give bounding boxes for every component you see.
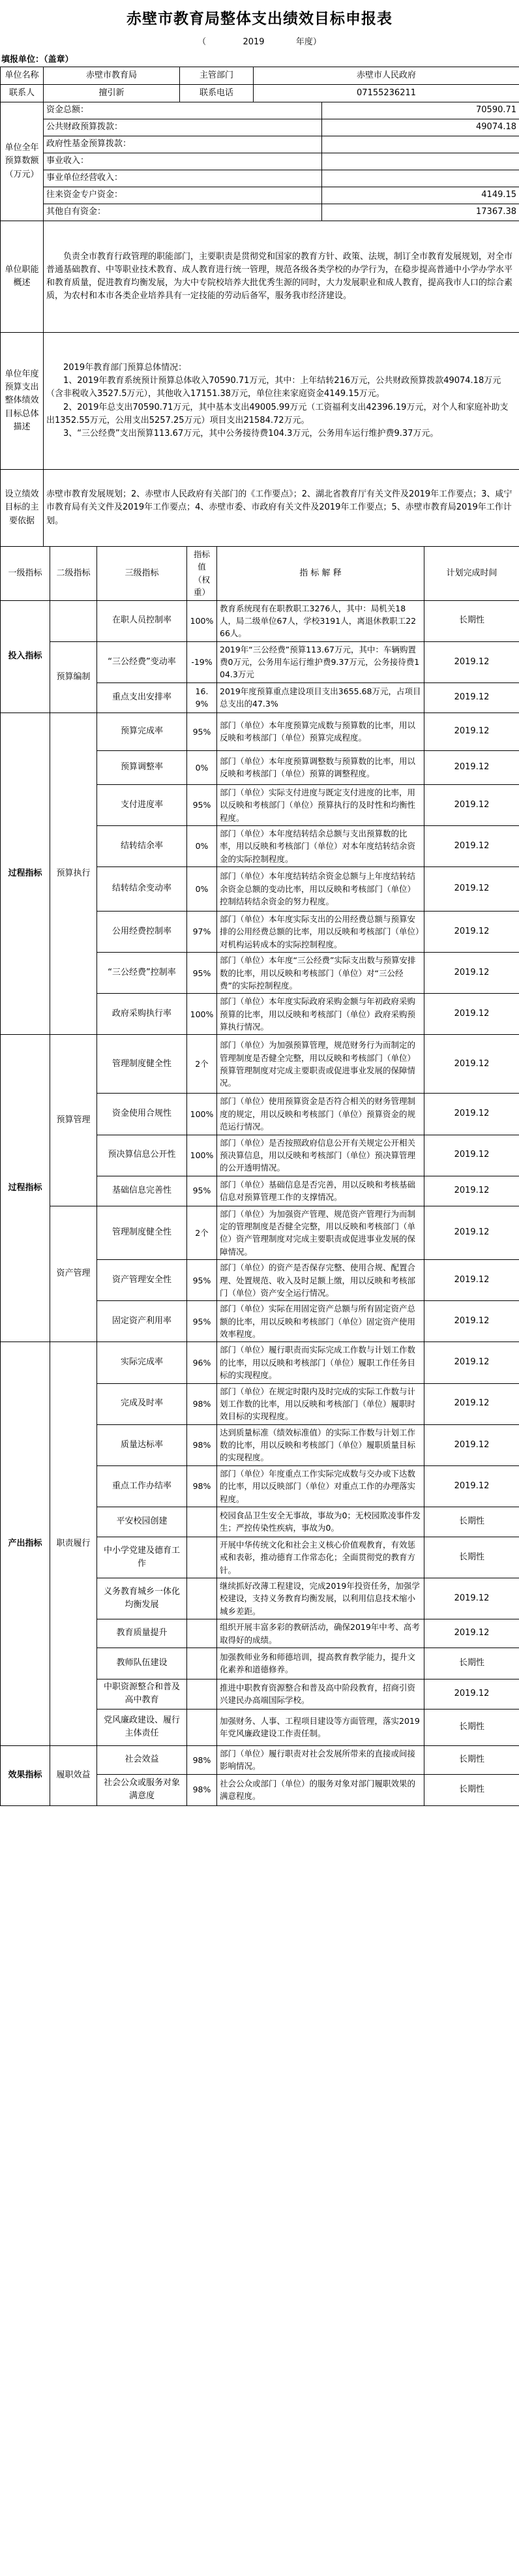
desc-line: 2、2019年总支出70590.71万元，其中基本支出49005.99万元（工资福利支出42396.19万元，对个人和家庭补助支出1352.55万元，公用支出5257.25万元）项目支出21584.72万元。 bbox=[46, 402, 509, 425]
header-level1: 一级指标 bbox=[1, 547, 50, 601]
indicator-value: 96% bbox=[187, 1342, 217, 1383]
indicator-time: 2019.12 bbox=[424, 1260, 519, 1301]
budget-row-name: 往来资金专户资金： bbox=[44, 187, 322, 204]
budget-row-name: 其他自有资金： bbox=[44, 204, 322, 221]
indicator-explanation: 部门（单位）履行职责对社会发展所带来的直接或间接影响情况。 bbox=[217, 1745, 424, 1774]
indicator-time: 2019.12 bbox=[424, 1383, 519, 1424]
form-table bbox=[0, 67, 519, 547]
duty-label: 单位职能概述 bbox=[1, 221, 44, 333]
indicator-row bbox=[1, 1342, 519, 1383]
indicator-value: 95% bbox=[187, 953, 217, 994]
unit-name-label: 单位名称 bbox=[1, 67, 44, 85]
indicator-time: 2019.12 bbox=[424, 867, 519, 912]
indicator-time: 2019.12 bbox=[424, 784, 519, 825]
indicator-explanation: 部门（单位）本年度实际支出的公用经费总额与预算安排的公用经费总额的比率，用以反映和考核部门（单位）对机构运转成本的实际控制程度。 bbox=[217, 912, 424, 953]
indicator-explanation: 推进中职教育资源整合和普及高中阶段教育，招商引资兴建民办高端国际学校。 bbox=[217, 1679, 424, 1709]
indicator-explanation: 继续抓好改薄工程建设，完成2019年投资任务，加强学校建设，支持义务教育均衡发展，以利用信息技术缩小城乡差距。 bbox=[217, 1578, 424, 1619]
indicator-level3: 党风廉政建设、履行主体责任 bbox=[97, 1709, 187, 1745]
indicator-value: 0% bbox=[187, 750, 217, 784]
indicator-explanation: 达到质量标准（绩效标准值）的实际工作数与计划工作数的比率，用以反映和考核部门（单位）履职质量目标的实现程度。 bbox=[217, 1424, 424, 1465]
indicator-level3: “三公经费”控制率 bbox=[97, 953, 187, 994]
indicator-time: 2019.12 bbox=[424, 825, 519, 866]
indicator-level3: 公用经费控制率 bbox=[97, 912, 187, 953]
unit-name-value: 赤壁市教育局 bbox=[44, 67, 180, 85]
indicator-value: -19% bbox=[187, 641, 217, 682]
indicator-time: 2019.12 bbox=[424, 1465, 519, 1507]
level2-budget-exec: 预算执行 bbox=[50, 713, 97, 1035]
level1-process: 过程指标 bbox=[1, 713, 50, 1035]
indicator-table bbox=[0, 546, 519, 1806]
indicator-value bbox=[187, 1709, 217, 1745]
contact-value: 擅引新 bbox=[44, 85, 180, 102]
level2-budget-mgmt: 预算管理 bbox=[50, 1035, 97, 1206]
indicator-level3: 管理制度健全性 bbox=[97, 1035, 187, 1094]
indicator-value: 95% bbox=[187, 784, 217, 825]
duty-text: 负责全市教育行政管理的职能部门，主要职责是贯彻党和国家的教育方针、政策、法规，制订全市教育发展规划，对全市普通基础教育、中等职业技术教育、成人教育进行统一管理，规范各级各类学校的办学行为，在稳步提高普通中小学办学水平和教育质量，促进教育均衡发展，为大中专院校培养大批优秀生源的同时，大力发展职业和成人教育，提高我市人口的综合素质，为农村和本市各类企业培养具有一定技能的劳动后备军，服务我市经济建设。 bbox=[44, 221, 519, 333]
indicator-value: 98% bbox=[187, 1745, 217, 1774]
contact-label: 联系人 bbox=[1, 85, 44, 102]
indicator-explanation: 部门（单位）本年度结转结余总额与支出预算数的比率，用以反映和考核部门（单位）对本年度结转结余资金的实际控制程度。 bbox=[217, 825, 424, 866]
indicator-explanation: 部门（单位）实际支付进度与既定支付进度的比率，用以反映和考核部门（单位）预算执行的及时性和均衡性程度。 bbox=[217, 784, 424, 825]
indicator-value: 100% bbox=[187, 1094, 217, 1135]
indicator-explanation: 部门（单位）本年度实际政府采购金额与年初政府采购预算的比率，用以反映和考核部门（单位）政府采购预算执行情况。 bbox=[217, 994, 424, 1035]
indicator-level3: 教育质量提升 bbox=[97, 1619, 187, 1648]
indicator-level3: 实际完成率 bbox=[97, 1342, 187, 1383]
indicator-explanation: 部门（单位）的资产是否保存完整、使用合规、配置合理、处置规范、收入及时足额上缴，用以反映和考核部门（单位）资产安全运行情况。 bbox=[217, 1260, 424, 1301]
level2-benefit: 履职效益 bbox=[50, 1745, 97, 1805]
indicator-value: 95% bbox=[187, 713, 217, 750]
header-value: 指标值（权重） bbox=[187, 547, 217, 601]
dept-label: 主管部门 bbox=[180, 67, 254, 85]
level1-input: 投入指标 bbox=[1, 600, 50, 713]
indicator-level3: 管理制度健全性 bbox=[97, 1206, 187, 1260]
indicator-value bbox=[187, 1679, 217, 1709]
indicator-value: 97% bbox=[187, 912, 217, 953]
indicator-level3: 教师队伍建设 bbox=[97, 1648, 187, 1679]
indicator-explanation: 部门（单位）为加强资产管理、规范资产管理行为而制定的管理制度是否健全完整，用以反映和考核部门（单位）资产管理制度对完成主要职责或促进事业发展的保障情况。 bbox=[217, 1206, 424, 1260]
indicator-value: 0% bbox=[187, 825, 217, 866]
indicator-time: 长期性 bbox=[424, 1709, 519, 1745]
indicator-explanation: 部门（单位）是否按照政府信息公开有关规定公开相关预决算信息，用以反映和考核部门（单位）预决算管理的公开透明情况。 bbox=[217, 1135, 424, 1176]
indicator-time: 长期性 bbox=[424, 600, 519, 641]
budget-row-name: 事业收入： bbox=[44, 153, 322, 170]
indicator-value: 98% bbox=[187, 1424, 217, 1465]
indicator-time: 2019.12 bbox=[424, 1619, 519, 1648]
indicator-level3: 社会效益 bbox=[97, 1745, 187, 1774]
indicator-level3: 基础信息完善性 bbox=[97, 1176, 187, 1206]
level1-process: 过程指标 bbox=[1, 1035, 50, 1342]
indicator-value bbox=[187, 1578, 217, 1619]
indicator-time: 2019.12 bbox=[424, 1342, 519, 1383]
header-level3: 三级指标 bbox=[97, 547, 187, 601]
basis-text: 赤壁市教育发展规划；2、赤壁市人民政府有关部门的《工作要点》；2、湖北省教育厅有关文件及2019年工作要点；3、咸宁市教育局有关文件及2019年工作要点；4、赤壁市委、市政府有关文件及2019年工作要点；5、赤壁市教育局2019年工作计划。 bbox=[44, 470, 519, 547]
indicator-time: 长期性 bbox=[424, 1537, 519, 1578]
indicator-explanation: 部门（单位）履行职责而实际完成工作数与计划工作数的比率，用以反映和考核部门（单位）履职工作任务目标的实现程度。 bbox=[217, 1342, 424, 1383]
dept-value: 赤壁市人民政府 bbox=[254, 67, 519, 85]
indicator-value: 100% bbox=[187, 1135, 217, 1176]
indicator-level3: 预算完成率 bbox=[97, 713, 187, 750]
indicator-value: 100% bbox=[187, 600, 217, 641]
level2-duty: 职责履行 bbox=[50, 1342, 97, 1746]
indicator-time: 2019.12 bbox=[424, 1578, 519, 1619]
desc-line: 1、2019年教育系统预计预算总体收入70590.71万元，其中：上年结转216万元，公共财政预算拨款49074.18万元（含非税收入3527.5万元），其他收入17151.38万元，单位往来家庭资金4149.15万元。 bbox=[46, 376, 501, 399]
budget-row-value: 17367.38 bbox=[322, 204, 519, 221]
budget-row-value bbox=[322, 153, 519, 170]
indicator-explanation: 部门（单位）为加强预算管理，规范财务行为而制定的管理制度是否健全完整，用以反映和考核部门（单位）预算管理制度对完成主要职责或促进事业发展的保障情况。 bbox=[217, 1035, 424, 1094]
indicator-level3: 政府采购执行率 bbox=[97, 994, 187, 1035]
budget-row-name: 政府性基金预算拨款： bbox=[44, 136, 322, 153]
indicator-value: 98% bbox=[187, 1465, 217, 1507]
budget-row-value: 49074.18 bbox=[322, 119, 519, 136]
indicator-explanation: 加强教师业务和师德培训，提高教育教学能力，提升文化素养和道德修养。 bbox=[217, 1648, 424, 1679]
indicator-time: 2019.12 bbox=[424, 1135, 519, 1176]
indicator-level3: 支付进度率 bbox=[97, 784, 187, 825]
indicator-time: 2019.12 bbox=[424, 682, 519, 713]
indicator-level3: 义务教育城乡一体化均衡发展 bbox=[97, 1578, 187, 1619]
year-value: 2019 bbox=[243, 37, 265, 47]
budget-row-value bbox=[322, 170, 519, 187]
indicator-explanation: 加强财务、人事、工程项目建设等方面管理，落实2019年党风廉政建设工作责任制。 bbox=[217, 1709, 424, 1745]
level1-output: 产出指标 bbox=[1, 1342, 50, 1746]
desc-label: 单位年度预算支出整体绩效目标总体描述 bbox=[1, 333, 44, 470]
indicator-level3: “三公经费”变动率 bbox=[97, 641, 187, 682]
indicator-level3: 重点工作办结率 bbox=[97, 1465, 187, 1507]
header-level2: 二级指标 bbox=[50, 547, 97, 601]
indicator-value bbox=[187, 1648, 217, 1679]
indicator-row bbox=[1, 1035, 519, 1094]
level1-effect: 效果指标 bbox=[1, 1745, 50, 1805]
indicator-value: 95% bbox=[187, 1176, 217, 1206]
indicator-explanation: 2019年“三公经费”预算113.67万元，其中：车辆购置费0万元，公务用车运行维护费9.37万元，公务接待费104.3万元 bbox=[217, 641, 424, 682]
indicator-value: 98% bbox=[187, 1383, 217, 1424]
budget-row-value: 70590.71 bbox=[322, 102, 519, 119]
budget-row-name: 公共财政预算拨款： bbox=[44, 119, 322, 136]
indicator-level3: 预决算信息公开性 bbox=[97, 1135, 187, 1176]
indicator-value: 95% bbox=[187, 1301, 217, 1342]
indicator-level3: 在职人员控制率 bbox=[97, 600, 187, 641]
indicator-level3: 完成及时率 bbox=[97, 1383, 187, 1424]
indicator-time: 2019.12 bbox=[424, 1035, 519, 1094]
header-explanation: 指 标 解 释 bbox=[217, 547, 424, 601]
indicator-level3: 结转结余变动率 bbox=[97, 867, 187, 912]
indicator-value: 2个 bbox=[187, 1035, 217, 1094]
indicator-explanation: 部门（单位）本年度预算调整数与预算数的比率，用以反映和考核部门（单位）预算的调整程度。 bbox=[217, 750, 424, 784]
indicator-value: 16.9% bbox=[187, 682, 217, 713]
indicator-row bbox=[1, 713, 519, 750]
indicator-time: 2019.12 bbox=[424, 912, 519, 953]
phone-value: 07155236211 bbox=[254, 85, 519, 102]
indicator-explanation: 部门（单位）实际在用固定资产总额与所有固定资产总额的比率，用以反映和考核部门（单位）固定资产使用效率程度。 bbox=[217, 1301, 424, 1342]
fill-unit: 填报单位：（盖章） bbox=[1, 55, 74, 65]
basis-label: 设立绩效目标的主要依据 bbox=[1, 470, 44, 547]
indicator-value: 95% bbox=[187, 1260, 217, 1301]
indicator-level3: 平安校园创建 bbox=[97, 1507, 187, 1537]
indicator-time: 2019.12 bbox=[424, 1424, 519, 1465]
indicator-time: 2019.12 bbox=[424, 1094, 519, 1135]
indicator-explanation: 部门（单位）本年度预算完成数与预算数的比率，用以反映和考核部门（单位）预算完成程度。 bbox=[217, 713, 424, 750]
report-year bbox=[0, 35, 519, 47]
indicator-explanation: 部门（单位）本年度结转结余资金总额与上年度结转结余资金总额的变动比率，用以反映和考核部门（单位）控制结转结余资金的努力程度。 bbox=[217, 867, 424, 912]
budget-row-value bbox=[322, 136, 519, 153]
budget-row-value: 4149.15 bbox=[322, 187, 519, 204]
indicator-time: 长期性 bbox=[424, 1774, 519, 1805]
indicator-row bbox=[1, 1745, 519, 1774]
indicator-value: 100% bbox=[187, 994, 217, 1035]
indicator-row bbox=[1, 1206, 519, 1260]
budget-label: 单位全年预算数额（万元） bbox=[1, 102, 44, 221]
indicator-time: 2019.12 bbox=[424, 1176, 519, 1206]
budget-row-name: 事业单位经营收入： bbox=[44, 170, 322, 187]
indicator-time: 长期性 bbox=[424, 1507, 519, 1537]
indicator-time: 长期性 bbox=[424, 1745, 519, 1774]
indicator-level3: 质量达标率 bbox=[97, 1424, 187, 1465]
indicator-level3: 社会公众或服务对象满意度 bbox=[97, 1774, 187, 1805]
indicator-explanation: 校园食品卫生安全无事故，事故为0；无校园欺凌事件发生；严控传染性疾病，事故为0。 bbox=[217, 1507, 424, 1537]
indicator-level3: 结转结余率 bbox=[97, 825, 187, 866]
indicator-explanation: 2019年度预算重点建设项目支出3655.68万元，占项目总支出的47.3% bbox=[217, 682, 424, 713]
indicator-level3: 中小学党建及德育工作 bbox=[97, 1537, 187, 1578]
indicator-value bbox=[187, 1619, 217, 1648]
indicator-level3: 预算调整率 bbox=[97, 750, 187, 784]
indicator-time: 2019.12 bbox=[424, 750, 519, 784]
indicator-time: 2019.12 bbox=[424, 1679, 519, 1709]
indicator-row bbox=[1, 641, 519, 682]
year-open: （ bbox=[198, 37, 207, 47]
indicator-level3: 固定资产利用率 bbox=[97, 1301, 187, 1342]
indicator-time: 2019.12 bbox=[424, 994, 519, 1035]
indicator-time: 2019.12 bbox=[424, 1301, 519, 1342]
indicator-explanation: 部门（单位）使用预算资金是否符合相关的财务管理制度的规定，用以反映和考核部门（单位）预算资金的规范运行情况。 bbox=[217, 1094, 424, 1135]
indicator-level3: 中职资源整合和普及高中教育 bbox=[97, 1679, 187, 1709]
indicator-explanation: 部门（单位）基础信息是否完善，用以反映和考核基础信息对预算管理工作的支撑情况。 bbox=[217, 1176, 424, 1206]
header-time: 计划完成时间 bbox=[424, 547, 519, 601]
indicator-explanation: 部门（单位）在规定时限内及时完成的实际工作数与计划工作数的比率，用以反映和考核部门（单位）履职时效目标的实现程度。 bbox=[217, 1383, 424, 1424]
phone-label: 联系电话 bbox=[180, 85, 254, 102]
indicator-time: 2019.12 bbox=[424, 641, 519, 682]
indicator-time: 2019.12 bbox=[424, 1206, 519, 1260]
indicator-row bbox=[1, 600, 519, 641]
report-title: 赤壁市教育局整体支出绩效目标申报表 bbox=[126, 10, 393, 27]
indicator-value: 98% bbox=[187, 1774, 217, 1805]
indicator-value: 0% bbox=[187, 867, 217, 912]
level2-budget-fund: 预算编制 bbox=[50, 641, 97, 713]
indicator-value: 2个 bbox=[187, 1206, 217, 1260]
indicator-level3: 资产管理安全性 bbox=[97, 1260, 187, 1301]
year-word: 年度） bbox=[295, 37, 321, 47]
desc-text bbox=[44, 333, 519, 470]
indicator-level3: 重点支出安排率 bbox=[97, 682, 187, 713]
indicator-explanation: 开展中华传统文化和社会主义核心价值观教育，有效惩戒和表彰，推动德育工作常态化；全面贯彻党的教育方针。 bbox=[217, 1537, 424, 1578]
budget-row-name: 资金总额： bbox=[44, 102, 322, 119]
indicator-explanation: 部门（单位）年度重点工作实际完成数与交办或下达数的比率，用以反映部门（单位）对重点工作的办理落实程度。 bbox=[217, 1465, 424, 1507]
indicator-time: 2019.12 bbox=[424, 953, 519, 994]
level2-empty bbox=[50, 600, 97, 641]
indicator-time: 2019.12 bbox=[424, 713, 519, 750]
indicator-explanation: 教育系统现有在职教职工3276人，其中：局机关18人，局二级单位67人，学校3191人，离退休教职工2266人。 bbox=[217, 600, 424, 641]
indicator-explanation: 社会公众或部门（单位）的服务对象对部门履职效果的满意程度。 bbox=[217, 1774, 424, 1805]
indicator-value bbox=[187, 1537, 217, 1578]
indicator-explanation: 部门（单位）本年度“三公经费”实际支出数与预算安排数的比率，用以反映和考核部门（单位）对“三公经费”的实际控制程度。 bbox=[217, 953, 424, 994]
indicator-explanation: 组织开展丰富多彩的教研活动，确保2019年中考、高考取得好的成绩。 bbox=[217, 1619, 424, 1648]
indicator-level3: 资金使用合规性 bbox=[97, 1094, 187, 1135]
level2-asset: 资产管理 bbox=[50, 1206, 97, 1342]
desc-line: 3、“三公经费”支出预算113.67万元，其中公务接待费104.3万元，公务用车运行维护费9.37万元。 bbox=[63, 428, 439, 438]
indicator-time: 长期性 bbox=[424, 1648, 519, 1679]
indicator-body bbox=[1, 600, 519, 1805]
desc-line: 2019年教育部门预算总体情况： bbox=[63, 363, 187, 373]
indicator-value bbox=[187, 1507, 217, 1537]
